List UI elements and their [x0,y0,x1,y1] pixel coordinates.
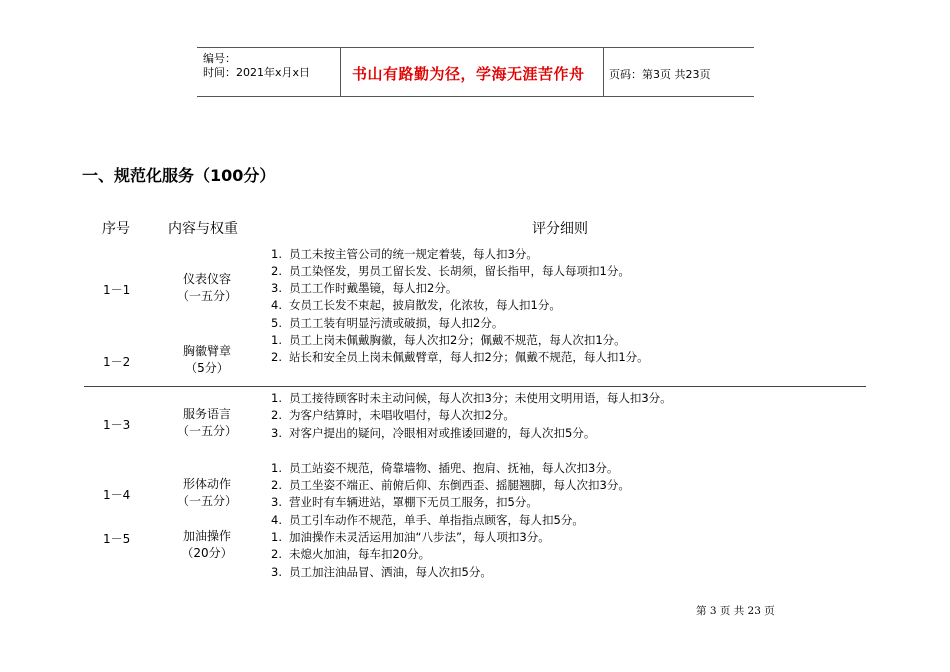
rule-number: 1. [271,247,282,261]
rule-number: 2. [271,547,282,561]
item-seq: 1－5 [103,532,131,546]
rule-text: 员工引车动作不规范，单手、单指指点顾客，每人扣5分。 [289,513,584,527]
rule-number: 3. [271,495,282,509]
rule-number: 5. [271,316,282,330]
page-footer: 第 3 页 共 23 页 [696,605,775,617]
item-category-name: 仪表仪容 [182,272,231,286]
rule-number: 3. [271,565,282,579]
rule-number: 1. [271,530,282,544]
item-category-weight: （5分） [185,361,229,375]
item-category [167,343,247,377]
rule-text: 员工工作时戴墨镜，每人扣2分。 [289,281,458,295]
rule-item [271,349,649,365]
rule-item [271,246,538,262]
rule-text: 对客户提出的疑问，冷眼相对或推诿回避的，每人次扣5分。 [289,426,596,440]
section-divider [84,386,866,387]
rule-text: 女员工长发不束起，披肩散发，化浓妆，每人扣1分。 [289,298,561,312]
rule-text: 员工工装有明显污渍或破损，每人扣2分。 [289,316,504,330]
header-page-label: 页码：第3页 共23页 [609,68,711,81]
rule-text: 营业时有车辆进站，罩棚下无员工服务，扣5分。 [289,495,538,509]
item-category [167,406,247,440]
rule-item [271,332,626,348]
item-category-weight: （20分） [181,546,233,560]
rule-number: 1. [271,333,282,347]
rule-number: 2. [271,478,282,492]
item-category-name: 胸徽臂章 [182,344,231,358]
rule-number: 2. [271,350,282,364]
section-title: 一、规范化服务（100分） [82,166,276,185]
item-category-weight: （一五分） [176,289,237,303]
item-category-name: 加油操作 [182,529,231,543]
rule-text: 为客户结算时，未唱收唱付，每人次扣2分。 [289,408,515,422]
rule-item [271,263,630,279]
header-bottom-border [197,96,754,97]
rule-item [271,390,672,406]
item-category-name: 形体动作 [182,477,231,491]
item-seq: 1－2 [103,355,131,369]
rule-text: 员工上岗未佩戴胸徽，每人次扣2分；佩戴不规范，每人次扣1分。 [289,333,626,347]
rule-number: 3. [271,426,282,440]
header-motto: 书山有路勤为径，学海无涯苦作舟 [352,65,585,83]
rule-item [271,425,595,441]
rule-text: 员工接待顾客时未主动问候，每人次扣3分；未使用文明用语，每人扣3分。 [289,391,672,405]
rule-number: 3. [271,281,282,295]
rule-text: 站长和安全员上岗未佩戴臂章，每人扣2分；佩戴不规范，每人扣1分。 [289,350,649,364]
item-category-weight: （一五分） [176,424,237,438]
rule-text: 员工染怪发，男员工留长发、长胡须，留长指甲，每人每项扣1分。 [289,264,630,278]
rule-number: 2. [271,408,282,422]
item-category [167,528,247,562]
rule-item [271,460,618,476]
rule-number: 1. [271,391,282,405]
item-category-weight: （一五分） [176,494,237,508]
rule-item [271,494,538,510]
rule-text: 员工未按主管公司的统一规定着装，每人扣3分。 [289,247,538,261]
column-header-category: 内容与权重 [168,221,238,237]
rule-item [271,407,515,423]
rule-item [271,315,503,331]
rule-item [271,546,430,562]
rule-number: 4. [271,298,282,312]
rule-text: 员工站姿不规范，倚靠墙物、插兜、抱肩、抚袖，每人次扣3分。 [289,461,619,475]
item-seq: 1－3 [103,418,131,432]
rule-text: 员工坐姿不端正、前俯后仰、东倒西歪、摇腿翘脚，每人次扣3分。 [289,478,630,492]
header-code-label: 编号： [203,52,236,65]
rule-text: 未熄火加油，每车扣20分。 [289,547,431,561]
item-seq: 1－4 [103,488,131,502]
rule-number: 4. [271,513,282,527]
header-divider-right [603,47,604,97]
rule-item [271,564,492,580]
rule-text: 员工加注油品冒、洒油，每人次扣5分。 [289,565,492,579]
rule-number: 1. [271,461,282,475]
item-seq: 1－1 [103,283,131,297]
column-header-rules: 评分细则 [532,221,588,237]
header-divider-left [340,47,341,97]
item-category-name: 服务语言 [182,407,231,421]
rule-item [271,477,630,493]
header-time-label: 时间：2021年x月x日 [203,66,311,79]
column-header-seq: 序号 [102,221,130,237]
rule-item [271,280,457,296]
rule-item [271,297,561,313]
rule-item [271,512,584,528]
item-category [167,476,247,510]
rule-number: 2. [271,264,282,278]
item-category [167,271,247,305]
rule-item [271,529,550,545]
rule-text: 加油操作未灵活运用加油“八步法”，每人项扣3分。 [289,530,550,544]
header-top-border [197,47,754,48]
